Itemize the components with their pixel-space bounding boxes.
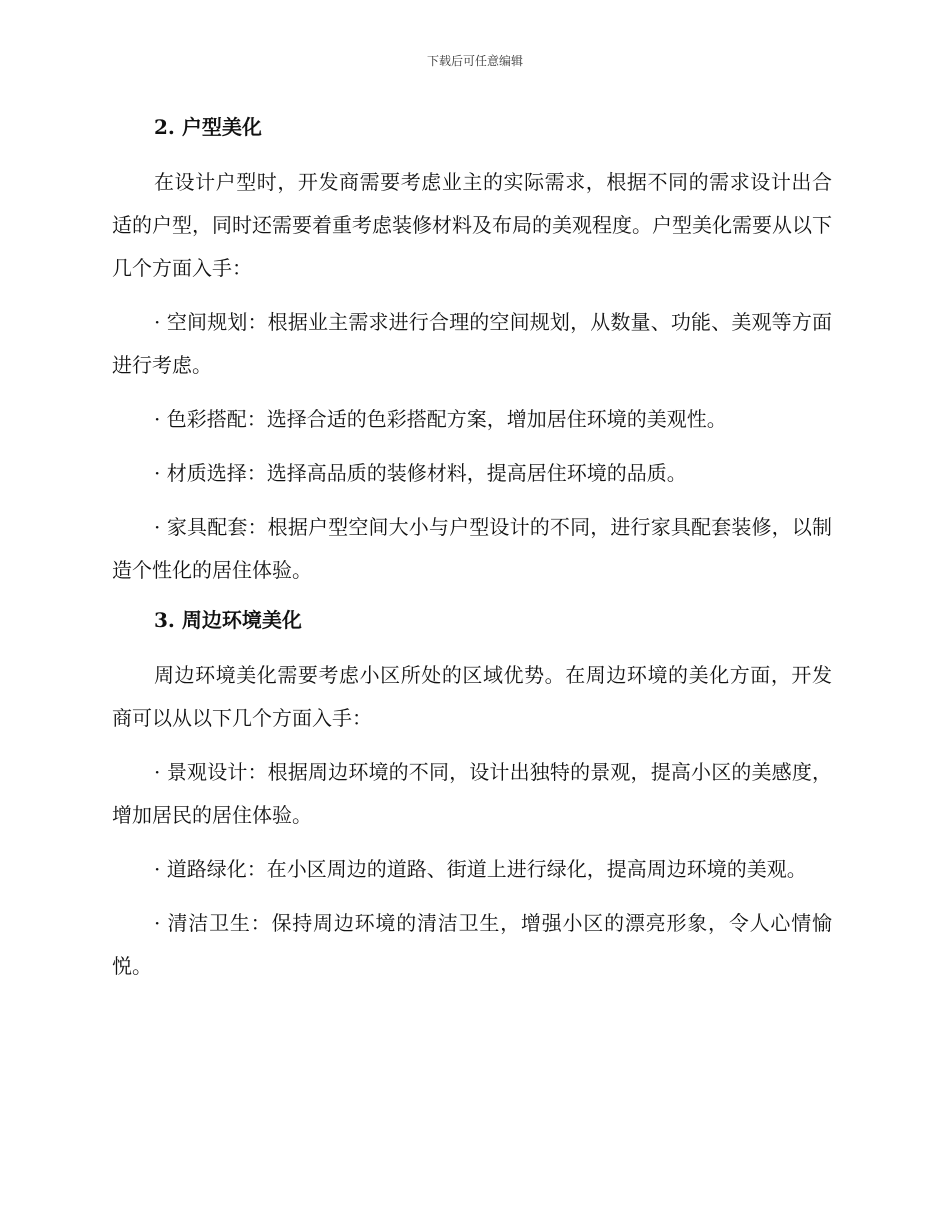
bullet-space-planning: · 空间规划：根据业主需求进行合理的空间规划，从数量、功能、美观等方面进行考虑。: [112, 310, 832, 377]
paragraph-surroundings-intro: 周边环境美化需要考虑小区所处的区域优势。在周边环境的美化方面，开发商可以从以下几个方面入手：: [112, 663, 832, 730]
bullet-material-selection: · 材质选择：选择高品质的装修材料，提高居住环境的品质。: [154, 461, 687, 485]
document-body: [112, 110, 832, 999]
page-header: 下载后可任意编辑: [426, 54, 523, 68]
bullet-furniture: · 家具配套：根据户型空间大小与户型设计的不同，进行家具配套装修，以制造个性化的居住体验。: [112, 515, 832, 582]
bullet-color-matching: · 色彩搭配：选择合适的色彩搭配方案，增加居住环境的美观性。: [154, 407, 727, 431]
paragraph-layout-intro: 在设计户型时，开发商需要考虑业主的实际需求，根据不同的需求设计出合适的户型，同时还需要着重考虑装修材料及布局的美观程度。户型美化需要从以下几个方面入手：: [112, 170, 832, 280]
bullet-landscape-design: · 景观设计：根据周边环境的不同，设计出独特的景观，提高小区的美感度，增加居民的居住体验。: [112, 760, 832, 827]
bullet-sanitation: · 清洁卫生：保持周边环境的清洁卫生，增强小区的漂亮形象，令人心情愉悦。: [112, 911, 832, 978]
section-heading-surroundings: 3. 周边环境美化: [154, 608, 302, 632]
section-heading-layout: 2. 户型美化: [154, 115, 262, 139]
bullet-road-greening: · 道路绿化：在小区周边的道路、街道上进行绿化，提高周边环境的美观。: [154, 857, 807, 881]
